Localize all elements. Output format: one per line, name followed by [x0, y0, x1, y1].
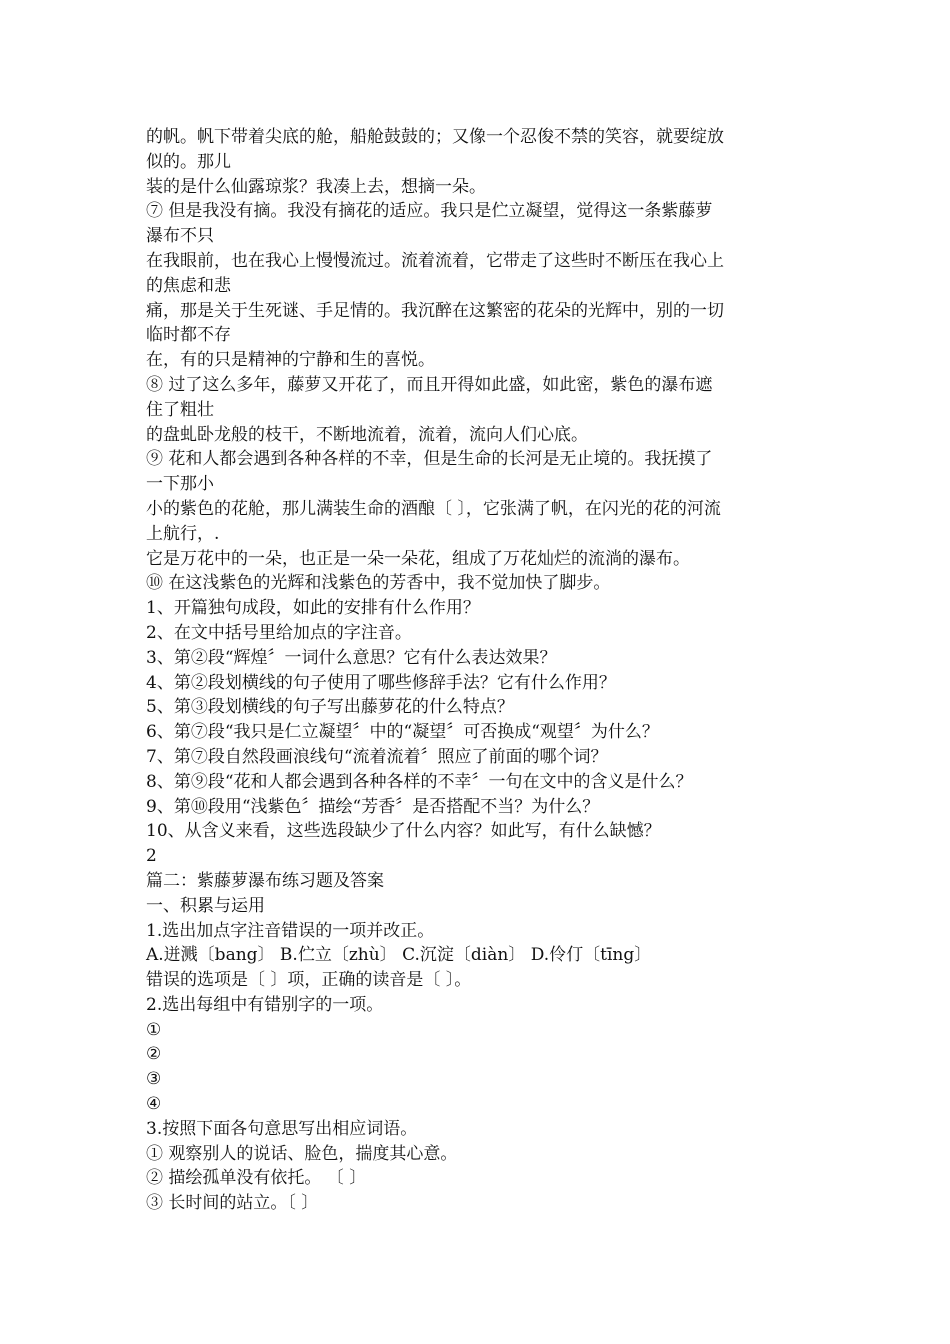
text-line: 住了粗壮: [146, 399, 214, 420]
text-line: 小的紫色的花舱，那儿满装生命的酒酿〔 〕，它张满了帆，在闪光的花的河流: [146, 498, 721, 519]
exercise-3-item: ③ 长时间的站立。〔 〕: [146, 1193, 319, 1214]
exercise-3: 3.按照下面各句意思写出相应词语。: [146, 1118, 418, 1139]
text-line: 似的。那儿: [146, 151, 231, 172]
page-number: 2: [146, 846, 157, 867]
text-line: 装的是什么仙露琼浆？我凑上去，想摘一朵。: [146, 176, 486, 197]
exercise-1-options: A.迸溅〔bang〕 B.伫立〔zhù〕 C.沉淀〔diàn〕 D.伶仃〔tīng〕: [146, 945, 652, 966]
question-5: 5、第③段划横线的句子写出藤萝花的什么特点？: [146, 697, 514, 718]
text-line: 临时都不存: [146, 325, 231, 346]
question-1: 1、开篇独句成段，如此的安排有什么作用？: [146, 598, 480, 619]
exercise-2-item: ②: [146, 1044, 162, 1065]
question-3: 3、第②段“辉煌〞一词什么意思？它有什么表达效果？: [146, 647, 557, 668]
exercise-2: 2.选出每组中有错别字的一项。: [146, 994, 384, 1015]
question-4: 4、第②段划横线的句子使用了哪些修辞手法？它有什么作用？: [146, 672, 616, 693]
text-line: 它是万花中的一朵，也正是一朵一朵花，组成了万花灿烂的流淌的瀑布。: [146, 548, 690, 569]
section-title: 篇二：紫藤萝瀑布练习题及答案: [146, 870, 384, 891]
text-line: 的焦虑和悲: [146, 275, 231, 296]
text-line: ⑦ 但是我没有摘。我没有摘花的适应。我只是伫立凝望，觉得这一条紫藤萝: [146, 201, 713, 222]
text-line: 在我眼前，也在我心上慢慢流过。流着流着，它带走了这些时不断压在我心上: [146, 250, 724, 271]
text-line: ⑧ 过了这么多年，藤萝又开花了，而且开得如此盛，如此密，紫色的瀑布遮: [146, 374, 713, 395]
text-line: 的帆。帆下带着尖底的舱，船舱鼓鼓的；又像一个忍俊不禁的笑容，就要绽放: [146, 127, 724, 147]
question-7: 7、第⑦段自然段画浪线句“流着流着〞照应了前面的哪个词？: [146, 746, 608, 767]
text-line: 一下那小: [146, 474, 214, 495]
document-page: [146, 125, 808, 1216]
text-line: 上航行，.: [146, 523, 220, 544]
text-line: ⑩ 在这浅紫色的光辉和浅紫色的芳香中，我不觉加快了脚步。: [146, 573, 611, 594]
question-2: 2、在文中括号里给加点的字注音。: [146, 622, 412, 643]
exercise-2-item: ③: [146, 1069, 162, 1090]
exercise-1: 1.选出加点字注音错误的一项并改正。: [146, 920, 435, 941]
question-6: 6、第⑦段“我只是仁立凝望〞中的“凝望〞可否换成“观望〞为什么？: [146, 722, 659, 743]
exercise-3-item: ② 描绘孤单没有依托。 〔 〕: [146, 1168, 367, 1189]
question-9: 9、第⑩段用“浅紫色〞描绘“芳香〞是否搭配不当？为什么？: [146, 796, 600, 817]
question-8: 8、第⑨段“花和人都会遇到各种各样的不幸〞一句在文中的含义是什么？: [146, 771, 693, 792]
section-heading: 一、积累与运用: [146, 895, 265, 916]
text-line: 在，有的只是精神的宁静和生的喜悦。: [146, 350, 435, 371]
exercise-2-item: ④: [146, 1094, 162, 1115]
question-10: 10、从含义来看，这些选段缺少了什么内容？如此写，有什么缺憾？: [146, 821, 661, 842]
text-line: 痛，那是关于生死谜、手足情的。我沉醉在这繁密的花朵的光辉中，别的一切: [146, 300, 724, 321]
text-line: 的盘虬卧龙般的枝干，不断地流着，流着，流向人们心底。: [146, 424, 588, 445]
exercise-3-item: ① 观察别人的说话、脸色，揣度其心意。: [146, 1143, 458, 1164]
text-line: 瀑布不只: [146, 226, 214, 247]
text-line: ⑨ 花和人都会遇到各种各样的不幸，但是生命的长河是无止境的。我抚摸了: [146, 449, 713, 470]
exercise-1-answer: 错误的选项是〔 〕项，正确的读音是〔 〕。: [146, 970, 472, 991]
exercise-2-item: ①: [146, 1019, 162, 1040]
